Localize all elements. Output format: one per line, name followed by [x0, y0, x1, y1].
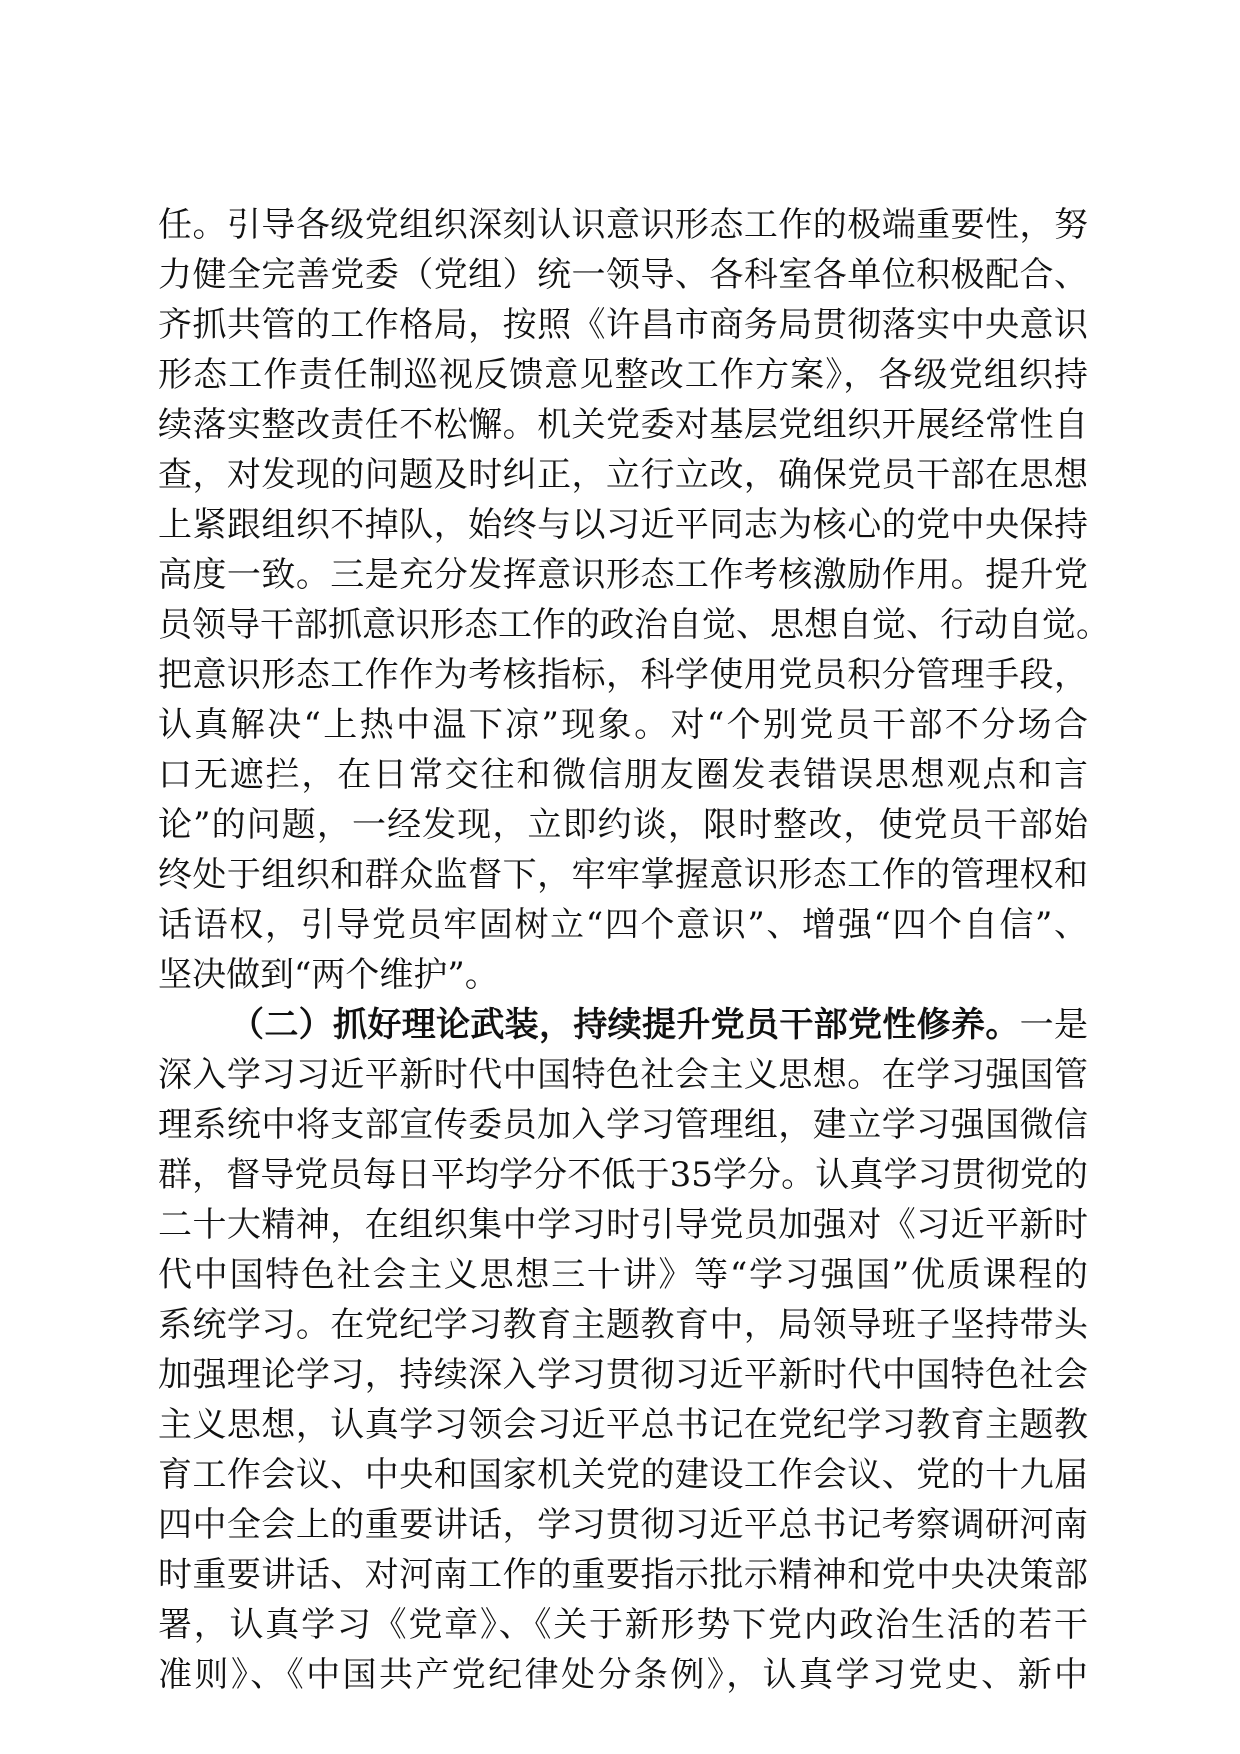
body-text — [158, 200, 1110, 1700]
text-line: 认真解决“上热中温下凉”现象。对“个别党员干部不分场合 — [158, 705, 1088, 745]
text-line: 把意识形态工作作为考核指标，科学使用党员积分管理手段， — [158, 655, 1088, 695]
text-line: 育工作会议、中央和国家机关党的建设工作会议、党的十九届 — [158, 1455, 1088, 1495]
text-line: 续落实整改责任不松懈。机关党委对基层党组织开展经常性自 — [158, 405, 1088, 445]
text-line: 话语权，引导党员牢固树立“四个意识”、增强“四个自信”、 — [158, 905, 1088, 945]
text-line: 形态工作责任制巡视反馈意见整改工作方案》，各级党组织持 — [158, 355, 1088, 395]
text-line: 查，对发现的问题及时纠正，立行立改，确保党员干部在思想 — [158, 455, 1088, 495]
text-line: 口无遮拦，在日常交往和微信朋友圈发表错误思想观点和言 — [158, 755, 1088, 795]
text-line: 坚决做到“两个维护”。 — [158, 955, 499, 995]
text-line: 群，督导党员每日平均学分不低于35学分。认真学习贯彻党的 — [158, 1155, 1088, 1195]
text-line: 上紧跟组织不掉队，始终与以习近平同志为核心的党中央保持 — [158, 505, 1088, 545]
text-line: 四中全会上的重要讲话，学习贯彻习近平总书记考察调研河南 — [158, 1505, 1088, 1545]
text-line: 署，认真学习《党章》、《关于新形势下党内政治生活的若干 — [158, 1605, 1088, 1645]
text-line: 论”的问题，一经发现，立即约谈，限时整改，使党员干部始 — [158, 805, 1088, 845]
text-line: 高度一致。三是充分发挥意识形态工作考核激励作用。提升党 — [158, 555, 1088, 595]
text-line: 理系统中将支部宣传委员加入学习管理组，建立学习强国微信 — [158, 1105, 1088, 1145]
text-line: 代中国特色社会主义思想三十讲》等“学习强国”优质课程的 — [158, 1255, 1088, 1295]
text-line: 系统学习。在党纪学习教育主题教育中，局领导班子坚持带头 — [158, 1305, 1088, 1345]
section-heading-rest: 一是 — [1019, 1005, 1089, 1045]
text-line: 员领导干部抓意识形态工作的政治自觉、思想自觉、行动自觉。 — [158, 605, 1110, 645]
section-heading: （二）抓好理论武装，持续提升党员干部党性修养。 — [230, 1005, 1020, 1045]
text-line: 时重要讲话、对河南工作的重要指示批示精神和党中央决策部 — [158, 1555, 1088, 1595]
text-line: 加强理论学习，持续深入学习贯彻习近平新时代中国特色社会 — [158, 1355, 1088, 1395]
text-line: 任。引导各级党组织深刻认识意识形态工作的极端重要性，努 — [158, 205, 1088, 245]
text-line: 准则》、《中国共产党纪律处分条例》，认真学习党史、新中 — [158, 1655, 1088, 1695]
text-line: 终处于组织和群众监督下，牢牢掌握意识形态工作的管理权和 — [158, 855, 1088, 895]
text-line: 深入学习习近平新时代中国特色社会主义思想。在学习强国管 — [158, 1055, 1088, 1095]
text-line: 齐抓共管的工作格局，按照《许昌市商务局贯彻落实中央意识 — [158, 305, 1088, 345]
section-heading-line — [158, 1000, 1088, 1050]
text-line: 力健全完善党委（党组）统一领导、各科室各单位积极配合、 — [158, 255, 1088, 295]
text-line: 二十大精神，在组织集中学习时引导党员加强对《习近平新时 — [158, 1205, 1088, 1245]
text-line: 主义思想，认真学习领会习近平总书记在党纪学习教育主题教 — [158, 1405, 1088, 1445]
